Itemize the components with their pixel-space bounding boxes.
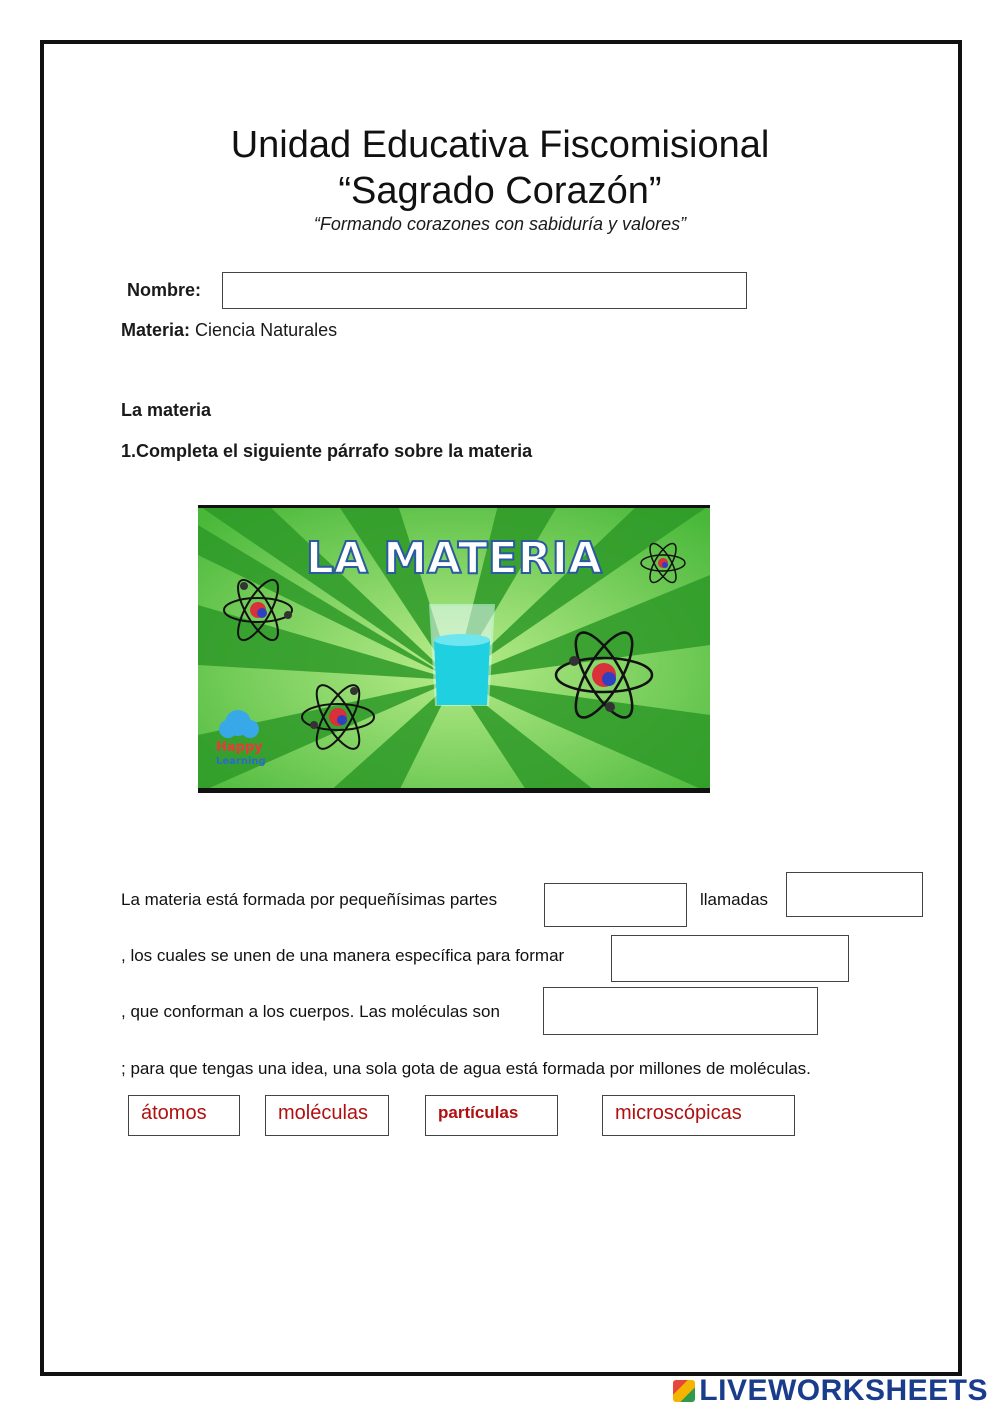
paragraph-line-4: ; para que tengas una idea, una sola gota de agua está formada por millones de moléculas.	[121, 1059, 811, 1078]
school-name: Unidad Educativa Fiscomisional	[230, 124, 770, 166]
svg-text:Learning: Learning	[216, 756, 266, 767]
paragraph-line-2: , los cuales se unen de una manera específica para formar	[121, 946, 565, 965]
subject-line	[121, 320, 337, 341]
word-bank-item[interactable]: átomos	[128, 1095, 240, 1136]
liveworksheets-badge-icon	[673, 1380, 695, 1402]
logo-text: LIVEWORKSHEETS	[699, 1374, 988, 1407]
blank-input-1[interactable]	[544, 883, 687, 927]
svg-text:Happy: Happy	[216, 740, 263, 755]
blank-input-4[interactable]	[543, 987, 818, 1035]
name-label: Nombre:	[127, 280, 202, 300]
glass-icon	[430, 605, 494, 705]
section-title: La materia	[121, 400, 212, 420]
paragraph-line-3: , que conforman a los cuerpos. Las moléculas son	[121, 1002, 500, 1021]
blank-input-2[interactable]	[786, 872, 923, 917]
school-subtitle: “Sagrado Corazón”	[338, 170, 662, 212]
paragraph-line-1: La materia está formada por pequeñísimas partes	[121, 890, 498, 909]
word-bank-item[interactable]: partículas	[425, 1095, 558, 1136]
subject-label: Materia:	[121, 320, 191, 340]
paragraph-line-1b: llamadas	[700, 890, 769, 909]
subject-value: Ciencia Naturales	[195, 320, 338, 340]
instruction: 1.Completa el siguiente párrafo sobre la materia	[121, 441, 533, 461]
word-bank-item[interactable]: microscópicas	[602, 1095, 795, 1136]
liveworksheets-logo	[673, 1374, 988, 1408]
name-input[interactable]	[222, 272, 747, 309]
banner-illustration	[198, 505, 710, 793]
school-motto: “Formando corazones con sabiduría y valores”	[313, 214, 687, 234]
word-bank-item[interactable]: moléculas	[265, 1095, 389, 1136]
banner-title: LA MATERIA	[305, 533, 603, 584]
la-materia-banner	[198, 505, 710, 793]
blank-input-3[interactable]	[611, 935, 849, 982]
